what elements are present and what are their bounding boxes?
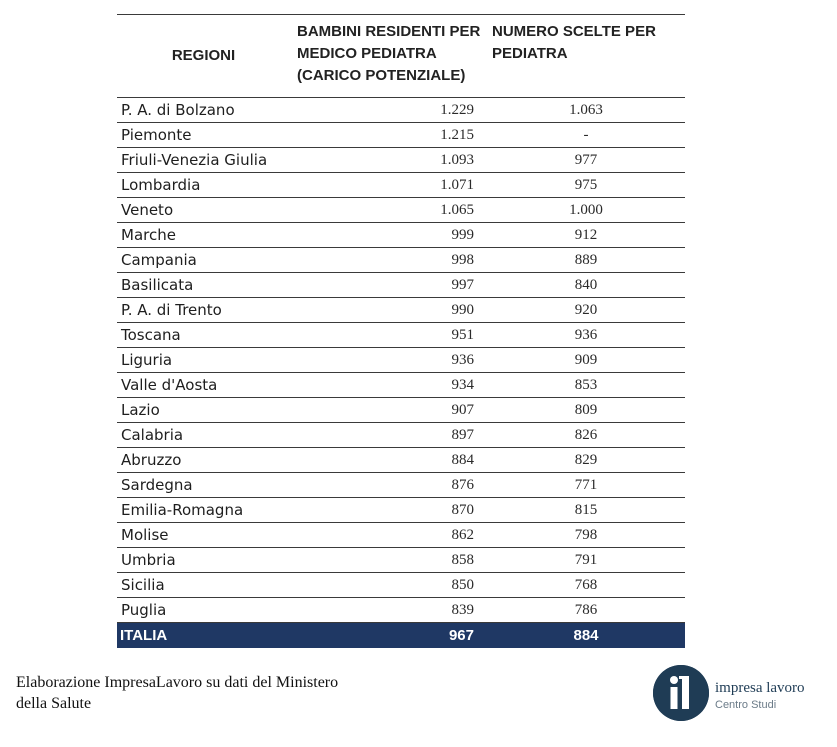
table-row — [117, 573, 685, 598]
header-regioni: REGIONI — [117, 15, 290, 98]
scelte-cell: 920 — [487, 298, 685, 323]
table-header-row — [117, 15, 685, 98]
table-row — [117, 173, 685, 198]
region-cell: Abruzzo — [117, 448, 290, 473]
scelte-cell: 853 — [487, 373, 685, 398]
bambini-cell: 1.065 — [290, 198, 487, 223]
impresalavoro-logo — [653, 663, 823, 723]
region-cell: Umbria — [117, 548, 290, 573]
scelte-cell: 798 — [487, 523, 685, 548]
region-cell: Liguria — [117, 348, 290, 373]
table-row — [117, 523, 685, 548]
region-cell: P. A. di Bolzano — [117, 98, 290, 123]
scelte-cell: 786 — [487, 598, 685, 623]
scelte-cell: 829 — [487, 448, 685, 473]
scelte-cell: 809 — [487, 398, 685, 423]
region-cell: Friuli-Venezia Giulia — [117, 148, 290, 173]
region-cell: Marche — [117, 223, 290, 248]
bambini-cell: 997 — [290, 273, 487, 298]
bambini-cell: 839 — [290, 598, 487, 623]
total-row — [117, 623, 685, 648]
table-row — [117, 473, 685, 498]
scelte-cell: 975 — [487, 173, 685, 198]
scelte-cell: 826 — [487, 423, 685, 448]
table-row — [117, 348, 685, 373]
scelte-cell: 768 — [487, 573, 685, 598]
region-cell: Toscana — [117, 323, 290, 348]
table-row — [117, 148, 685, 173]
table-row — [117, 548, 685, 573]
table-row — [117, 123, 685, 148]
bambini-cell: 1.093 — [290, 148, 487, 173]
header-bambini-residenti — [290, 15, 487, 98]
region-cell: ITALIA — [117, 623, 290, 648]
table-row — [117, 223, 685, 248]
region-cell: Emilia-Romagna — [117, 498, 290, 523]
bambini-cell: 967 — [290, 623, 487, 648]
region-cell: Sardegna — [117, 473, 290, 498]
region-cell: Sicilia — [117, 573, 290, 598]
region-cell: Lombardia — [117, 173, 290, 198]
table-row — [117, 248, 685, 273]
table-row — [117, 298, 685, 323]
logo-mark-svg — [653, 665, 709, 721]
bambini-cell: 870 — [290, 498, 487, 523]
bambini-cell: 934 — [290, 373, 487, 398]
header-numero-scelte — [487, 15, 685, 98]
header-bambini-line: BAMBINI RESIDENTI PER — [297, 23, 481, 40]
table-row — [117, 498, 685, 523]
scelte-cell: 815 — [487, 498, 685, 523]
region-cell: Valle d'Aosta — [117, 373, 290, 398]
bambini-cell: 999 — [290, 223, 487, 248]
region-cell: Molise — [117, 523, 290, 548]
bambini-cell: 862 — [290, 523, 487, 548]
header-scelte-line: NUMERO SCELTE PER — [492, 23, 656, 40]
table-body — [117, 98, 685, 648]
bambini-cell: 1.071 — [290, 173, 487, 198]
region-cell: Puglia — [117, 598, 290, 623]
scelte-cell: 912 — [487, 223, 685, 248]
table-row — [117, 598, 685, 623]
scelte-cell: 840 — [487, 273, 685, 298]
scelte-cell: 977 — [487, 148, 685, 173]
scelte-cell: - — [487, 123, 685, 148]
region-cell: Piemonte — [117, 123, 290, 148]
scelte-cell: 791 — [487, 548, 685, 573]
regions-table — [117, 14, 685, 648]
region-cell: Veneto — [117, 198, 290, 223]
source-note — [16, 672, 416, 714]
bambini-cell: 858 — [290, 548, 487, 573]
bambini-cell: 1.229 — [290, 98, 487, 123]
header-bambini-line: (CARICO POTENZIALE) — [297, 67, 466, 84]
table-row — [117, 198, 685, 223]
bambini-cell: 990 — [290, 298, 487, 323]
scelte-cell: 909 — [487, 348, 685, 373]
region-cell: Campania — [117, 248, 290, 273]
bambini-cell: 850 — [290, 573, 487, 598]
table-row — [117, 98, 685, 123]
scelte-cell: 936 — [487, 323, 685, 348]
table-row — [117, 398, 685, 423]
table-row — [117, 323, 685, 348]
region-cell: Lazio — [117, 398, 290, 423]
logo-subtitle: Centro Studi — [715, 699, 777, 711]
logo-name: impresa lavoro — [715, 680, 805, 696]
scelte-cell: 1.063 — [487, 98, 685, 123]
bambini-cell: 907 — [290, 398, 487, 423]
scelte-cell: 1.000 — [487, 198, 685, 223]
scelte-cell: 771 — [487, 473, 685, 498]
header-scelte-line: PEDIATRA — [492, 45, 568, 62]
table-row — [117, 423, 685, 448]
source-line: Elaborazione ImpresaLavoro su dati del Ministero — [16, 674, 339, 691]
header-bambini-line: MEDICO PEDIATRA — [297, 45, 437, 62]
table-row — [117, 273, 685, 298]
region-cell: P. A. di Trento — [117, 298, 290, 323]
bambini-cell: 936 — [290, 348, 487, 373]
table-row — [117, 373, 685, 398]
source-line: della Salute — [16, 695, 92, 712]
logo-mark-icon — [653, 665, 709, 721]
bambini-cell: 897 — [290, 423, 487, 448]
bambini-cell: 876 — [290, 473, 487, 498]
region-cell: Calabria — [117, 423, 290, 448]
bambini-cell: 951 — [290, 323, 487, 348]
table-row — [117, 448, 685, 473]
regions-table-container — [117, 14, 685, 648]
scelte-cell: 884 — [487, 623, 685, 648]
scelte-cell: 889 — [487, 248, 685, 273]
region-cell: Basilicata — [117, 273, 290, 298]
bambini-cell: 884 — [290, 448, 487, 473]
bambini-cell: 1.215 — [290, 123, 487, 148]
bambini-cell: 998 — [290, 248, 487, 273]
